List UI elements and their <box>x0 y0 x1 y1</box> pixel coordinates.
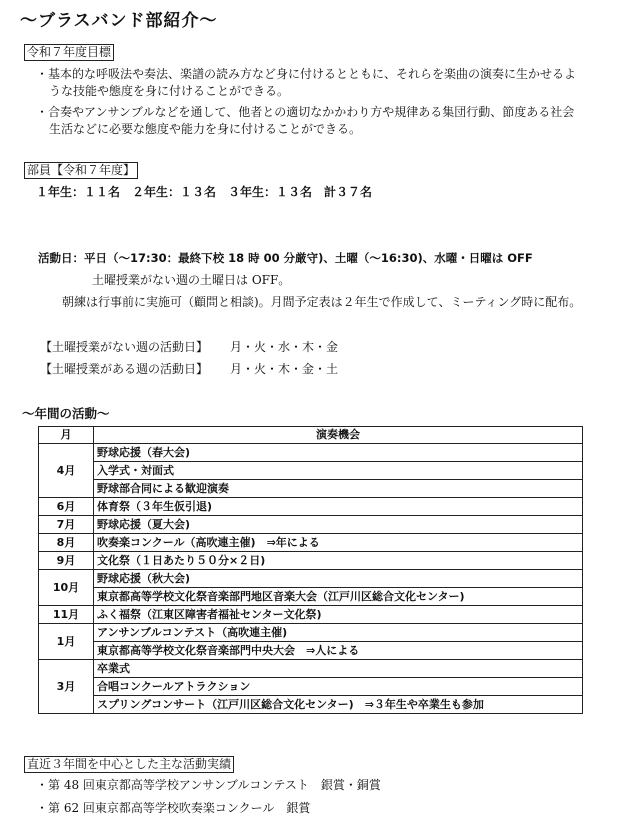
table-row <box>39 444 583 462</box>
event-cell: 野球部合同による歓迎演奏 <box>94 480 583 498</box>
achievement-item-1: ・第 48 回東京都高等学校アンサンブルコンテスト 銀賞・銅賞 <box>36 778 381 792</box>
month-cell: 11月 <box>39 606 94 624</box>
table-row <box>39 534 583 552</box>
goals-label: 令和７年度目標 <box>24 44 114 61</box>
month-cell: 3月 <box>39 660 94 714</box>
month-cell: 8月 <box>39 534 94 552</box>
event-cell: スプリングコンサート（江戸川区総合文化センター) ⇒３年生や卒業生も参加 <box>94 696 583 714</box>
event-cell: 卒業式 <box>94 660 583 678</box>
month-cell: 10月 <box>39 570 94 606</box>
event-cell: 入学式・対面式 <box>94 462 583 480</box>
no-school-saturday-label: 【土曜授業がない週の活動日】 <box>40 340 209 354</box>
activity-days: 活動日：平日（～17:30：最終下校 18 時 00 分厳守)、土曜（～16:30)、水曜・日曜は OFF <box>38 251 533 265</box>
members-label: 部員【令和７年度】 <box>24 162 138 179</box>
achievements-label: 直近３年間を中心とした主な活動実績 <box>24 756 234 773</box>
table-row <box>39 696 583 714</box>
event-cell: 野球応援（秋大会) <box>94 570 583 588</box>
page-title: ～ブラスバンド部紹介～ <box>20 11 218 31</box>
event-cell: 野球応援（夏大会) <box>94 516 583 534</box>
school-saturday-days: 月・火・木・金・土 <box>230 362 339 376</box>
event-cell: 体育祭（３年生仮引退) <box>94 498 583 516</box>
table-row <box>39 606 583 624</box>
table-row <box>39 480 583 498</box>
event-cell: 合唱コンクールアトラクション <box>94 678 583 696</box>
table-row <box>39 642 583 660</box>
goal-1-line-1: ・基本的な呼吸法や奏法、楽譜の読み方など身に付けるとともに、それらを楽曲の演奏に生かせるよ <box>36 67 577 81</box>
month-cell: 1月 <box>39 624 94 660</box>
event-cell: ふく福祭（江東区障害者福祉センター文化祭) <box>94 606 583 624</box>
table-row <box>39 678 583 696</box>
members-count: １年生：１１名 ２年生：１３名 ３年生：１３名 計３７名 <box>36 185 373 199</box>
annual-events-table <box>38 426 583 714</box>
table-row <box>39 498 583 516</box>
month-cell: 6月 <box>39 498 94 516</box>
month-cell: 4月 <box>39 444 94 498</box>
event-cell: 東京都高等学校文化祭音楽部門地区音楽大会（江戸川区総合文化センター) <box>94 588 583 606</box>
achievement-item-2: ・第 62 回東京都高等学校吹奏楽コンクール 銀賞 <box>36 801 311 815</box>
table-row <box>39 588 583 606</box>
table-row <box>39 516 583 534</box>
goal-1-line-2: うな技能や態度を身に付けることができる。 <box>49 84 290 98</box>
table-header-row <box>39 427 583 444</box>
annual-heading: ～年間の活動～ <box>22 406 110 421</box>
morning-practice-note: 朝練は行事前に実施可（顧問と相談)。月間予定表は２年生で作成して、ミーティング時に配布。 <box>62 295 582 309</box>
event-cell: 吹奏楽コンクール（高吹連主催) ⇒年による <box>94 534 583 552</box>
month-cell: 9月 <box>39 552 94 570</box>
event-cell: 文化祭（１日あたり５０分×２日) <box>94 552 583 570</box>
goal-2-line-1: ・合奏やアンサンブルなどを通して、他者との適切なかかわり方や規律ある集団行動、節度ある社会 <box>36 105 575 119</box>
table-row <box>39 624 583 642</box>
goal-2-line-2: 生活などに必要な態度や能力を身に付けることができる。 <box>49 122 362 136</box>
no-school-saturday-days: 月・火・水・木・金 <box>230 340 339 354</box>
table-row <box>39 570 583 588</box>
event-cell: アンサンブルコンテスト（高吹連主催) <box>94 624 583 642</box>
header-month: 月 <box>39 427 94 444</box>
table-row <box>39 552 583 570</box>
table-row <box>39 462 583 480</box>
event-cell: 東京都高等学校文化祭音楽部門中央大会 ⇒人による <box>94 642 583 660</box>
table-row <box>39 660 583 678</box>
month-cell: 7月 <box>39 516 94 534</box>
header-event: 演奏機会 <box>94 427 583 444</box>
school-saturday-label: 【土曜授業がある週の活動日】 <box>40 362 209 376</box>
activity-saturday-note: 土曜授業がない週の土曜日は OFF。 <box>92 273 291 287</box>
event-cell: 野球応援（春大会) <box>94 444 583 462</box>
